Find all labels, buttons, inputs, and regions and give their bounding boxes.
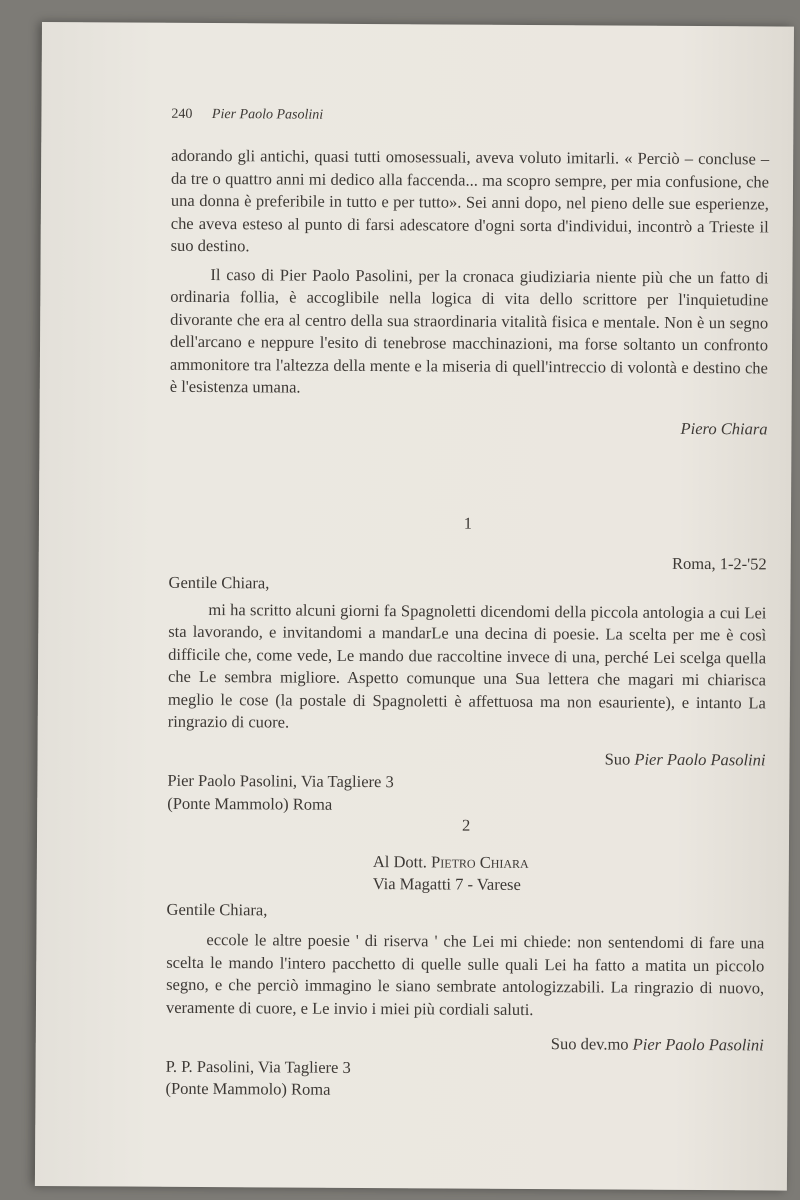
letter-2-signature: Pier Paolo Pasolini xyxy=(632,1034,764,1055)
letter-1-date: Roma, 1-2-'52 xyxy=(672,553,767,573)
letter-1 xyxy=(167,511,767,819)
letter-2-recipient xyxy=(167,849,765,898)
letter-2-closing xyxy=(166,1031,764,1057)
letter-2 xyxy=(165,813,765,1104)
page-number: 240 xyxy=(171,106,193,122)
running-title: Pier Paolo Pasolini xyxy=(211,107,324,123)
letter-2-recipient-prefix: Al Dott. xyxy=(372,851,428,871)
letter-2-number: 2 xyxy=(461,815,471,835)
intro-section xyxy=(169,145,769,441)
letter-1-signature: Pier Paolo Pasolini xyxy=(634,749,766,769)
letter-2-recipient-line xyxy=(373,851,765,876)
letter-2-recipient-name: Pietro Chiara xyxy=(431,851,529,872)
letter-1-closing-prefix: Suo xyxy=(604,748,631,769)
letter-1-salutation: Gentile Chiara, xyxy=(168,572,270,593)
letter-2-closing-prefix: Suo dev.mo xyxy=(550,1034,629,1054)
letter-1-body: mi ha scritto alcuni giorni fa Spagnoletti dicendomi della piccola antologia a cui Lei sta lavorando, e invitandomi a mandarLe una decina di poesie. La scelta per me è così difficile che, come vede, Le mando due raccoltine invece di una, perché Lei scelga quella che Le sembra migliore. Aspetto comunque una Sua lettera che magari mi chiarisca meglio le cose (la postale di Spagnoletti è affettuosa ma non esauriente), e intanto La ringrazio di cuore. xyxy=(167,599,767,732)
letter-2-address-line-2: (Ponte Mammolo) Roma xyxy=(165,1078,331,1099)
intro-paragraph-2: Il caso di Pier Paolo Pasolini, per la cronaca giudiziaria niente più che un fatto di ordinaria follia, è accoglibile nella logica di vita dello scrittore per l'inquietudine divorante che era al centro della sua straordinaria vitalità fisica e mentale. Non è un segno dell'arcano e neppure l'esito di tenebrose macchinazioni, ma forse soltanto un confronto ammonitore tra l'altezza della mente e la miseria di quell'intreccio di volontà e destino che è l'esistenza umana. xyxy=(169,264,769,397)
letter-2-address-line-1: P. P. Pasolini, Via Tagliere 3 xyxy=(165,1056,351,1077)
intro-paragraph-1: adorando gli antichi, quasi tutti omosessuali, aveva voluto imitarli. « Perciò – concluse – da tre o quattro anni mi dedico alla faccenda... ma scopro sempre, per mia confusione, che una donna è preferibile in tutto e per tutto». Sei anni dopo, nel pieno delle sue esperienze, che aveva esteso al punto di farsi adescatore d'ogni sorta d'individui, incontrò a Trieste il suo destino. xyxy=(170,145,770,256)
letter-1-number: 1 xyxy=(463,513,473,533)
book-page xyxy=(35,22,794,1191)
letter-2-body: eccole le altre poesie ' di riserva ' che Lei mi chiede: non sentendomi di fare una scelta le mando l'intero pacchetto di quelle sulle quali Lei ha fatto a matita un piccolo segno, e che perciò immagino le siano sembrate antologizzabili. La ringrazio di nuovo, veramente di cuore, e Le invio i miei più cordiali saluti. xyxy=(165,930,765,1019)
intro-author: Piero Chiara xyxy=(680,418,768,438)
letter-1-address-line-1: Pier Paolo Pasolini, Via Tagliere 3 xyxy=(167,770,394,792)
letter-1-address-line-2: (Ponte Mammolo) Roma xyxy=(167,793,333,814)
running-header xyxy=(171,107,323,124)
letter-2-recipient-address: Via Magatti 7 - Varese xyxy=(372,874,521,894)
letter-1-closing xyxy=(167,745,765,771)
letter-2-salutation: Gentile Chiara, xyxy=(166,899,268,919)
